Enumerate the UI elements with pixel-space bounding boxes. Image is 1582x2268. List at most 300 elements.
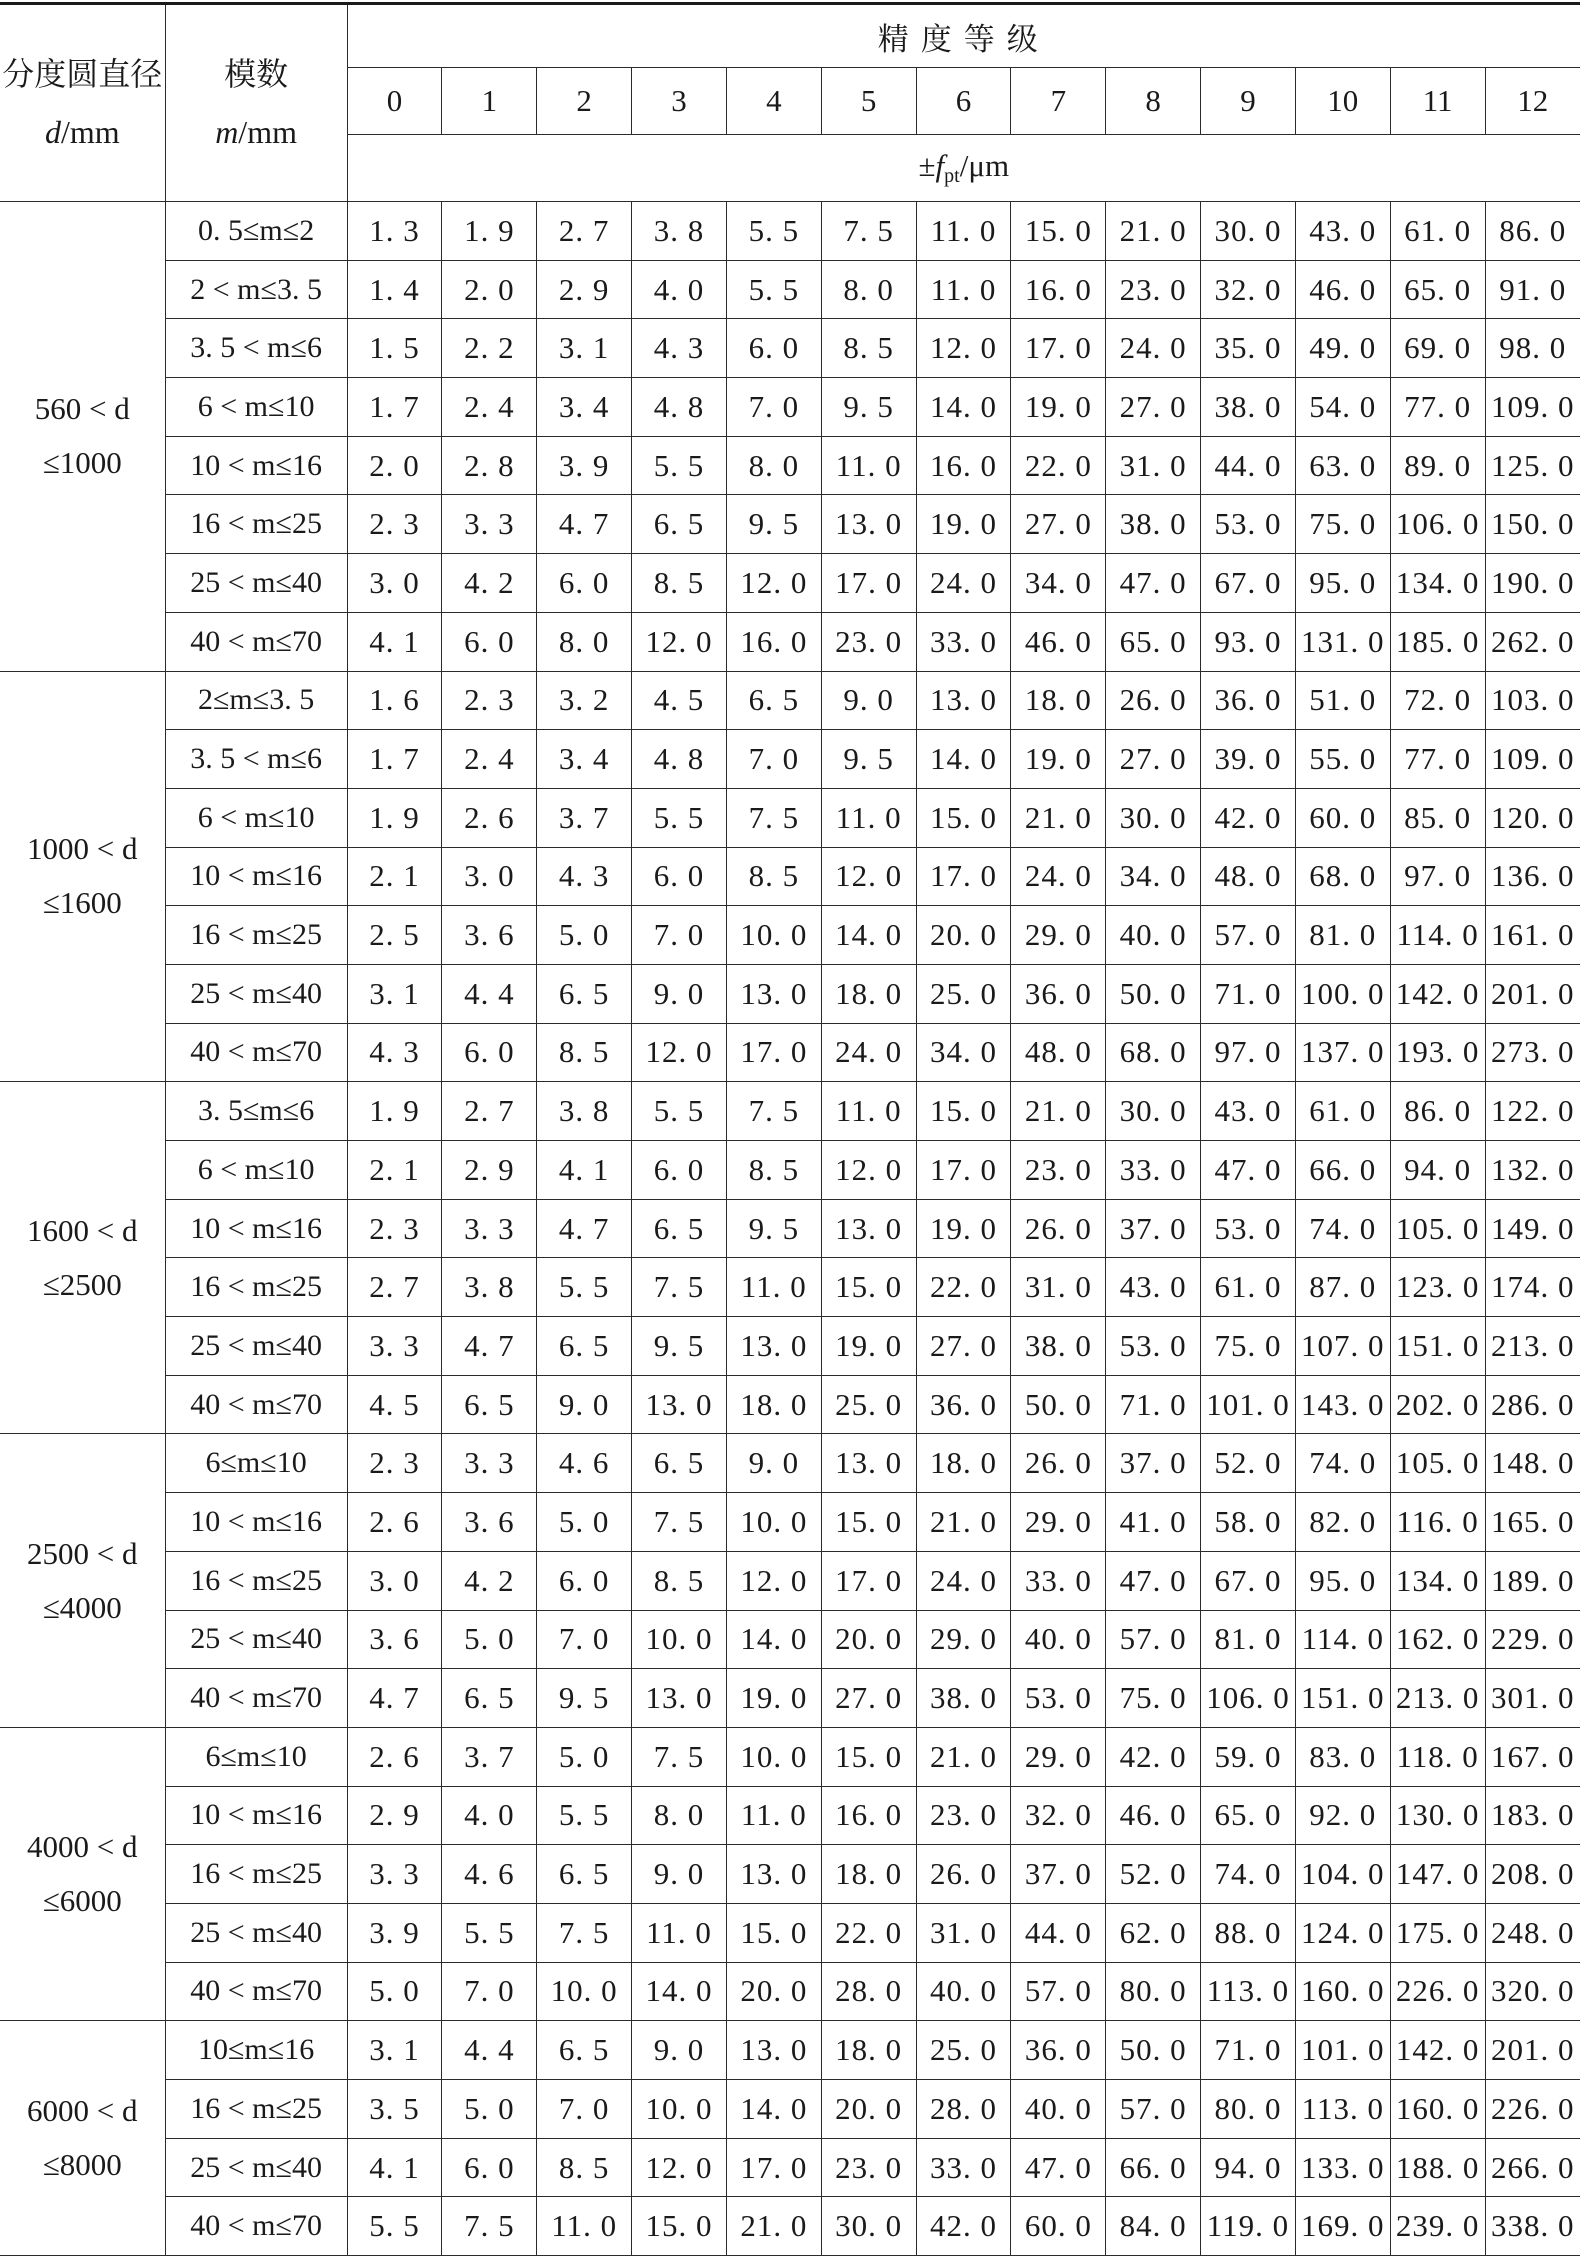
value-cell: 301. 0	[1485, 1669, 1580, 1728]
value-cell: 3. 0	[347, 554, 442, 613]
value-cell: 40. 0	[1011, 1610, 1106, 1669]
value-cell: 57. 0	[1201, 906, 1296, 965]
grade-header-cell: 6	[916, 68, 1011, 135]
value-cell: 97. 0	[1390, 847, 1485, 906]
value-cell: 27. 0	[916, 1317, 1011, 1376]
value-cell: 101. 0	[1295, 2021, 1390, 2080]
value-cell: 30. 0	[1106, 1082, 1201, 1141]
value-cell: 3. 4	[537, 378, 632, 437]
value-cell: 47. 0	[1106, 554, 1201, 613]
value-cell: 20. 0	[726, 1962, 821, 2021]
value-cell: 8. 0	[537, 612, 632, 671]
module-var: m	[215, 114, 239, 150]
value-cell: 14. 0	[726, 2080, 821, 2139]
module-range-cell: 25 < m≤40	[165, 554, 347, 613]
value-cell: 66. 0	[1295, 1141, 1390, 1200]
value-cell: 7. 5	[632, 1258, 727, 1317]
value-cell: 202. 0	[1390, 1375, 1485, 1434]
value-cell: 5. 5	[632, 788, 727, 847]
value-cell: 151. 0	[1390, 1317, 1485, 1376]
diameter-range-line1: 1600 < d	[27, 1212, 138, 1248]
value-cell: 2. 5	[347, 906, 442, 965]
value-cell: 29. 0	[916, 1610, 1011, 1669]
value-cell: 57. 0	[1011, 1962, 1106, 2021]
unit-var: f	[935, 148, 945, 183]
grade-header-cell: 11	[1390, 68, 1485, 135]
value-cell: 20. 0	[916, 906, 1011, 965]
value-cell: 71. 0	[1201, 964, 1296, 1023]
module-range-cell: 25 < m≤40	[165, 1317, 347, 1376]
value-cell: 133. 0	[1295, 2138, 1390, 2197]
value-cell: 10. 0	[537, 1962, 632, 2021]
value-cell: 11. 0	[821, 1082, 916, 1141]
value-cell: 2. 7	[537, 202, 632, 261]
value-cell: 50. 0	[1011, 1375, 1106, 1434]
value-cell: 13. 0	[726, 964, 821, 1023]
table-row	[0, 1199, 1580, 1258]
diameter-range-line2: ≤1600	[42, 885, 122, 921]
value-cell: 136. 0	[1485, 847, 1580, 906]
value-cell: 13. 0	[632, 1375, 727, 1434]
module-label: 模数	[224, 56, 289, 92]
value-cell: 25. 0	[821, 1375, 916, 1434]
value-cell: 3. 3	[442, 1434, 537, 1493]
value-cell: 50. 0	[1106, 2021, 1201, 2080]
table-row	[0, 847, 1580, 906]
table-row	[0, 964, 1580, 1023]
value-cell: 27. 0	[1106, 730, 1201, 789]
value-cell: 3. 9	[537, 436, 632, 495]
module-range-cell: 3. 5 < m≤6	[165, 730, 347, 789]
value-cell: 105. 0	[1390, 1434, 1485, 1493]
value-cell: 104. 0	[1295, 1845, 1390, 1904]
value-cell: 15. 0	[821, 1493, 916, 1552]
value-cell: 3. 3	[442, 495, 537, 554]
value-cell: 46. 0	[1295, 260, 1390, 319]
value-cell: 68. 0	[1295, 847, 1390, 906]
table-row	[0, 2138, 1580, 2197]
unit-header	[347, 135, 1580, 202]
value-cell: 26. 0	[1011, 1199, 1106, 1258]
value-cell: 132. 0	[1485, 1141, 1580, 1200]
value-cell: 48. 0	[1011, 1023, 1106, 1082]
value-cell: 5. 5	[442, 1903, 537, 1962]
value-cell: 47. 0	[1106, 1551, 1201, 1610]
value-cell: 4. 0	[442, 1786, 537, 1845]
value-cell: 21. 0	[916, 1727, 1011, 1786]
value-cell: 42. 0	[916, 2197, 1011, 2256]
value-cell: 13. 0	[726, 1845, 821, 1904]
value-cell: 72. 0	[1390, 671, 1485, 730]
value-cell: 74. 0	[1201, 1845, 1296, 1904]
table-row	[0, 2080, 1580, 2139]
value-cell: 151. 0	[1295, 1669, 1390, 1728]
value-cell: 137. 0	[1295, 1023, 1390, 1082]
value-cell: 46. 0	[1011, 612, 1106, 671]
value-cell: 6. 5	[537, 1845, 632, 1904]
value-cell: 101. 0	[1201, 1375, 1296, 1434]
value-cell: 4. 6	[442, 1845, 537, 1904]
value-cell: 12. 0	[821, 1141, 916, 1200]
value-cell: 68. 0	[1106, 1023, 1201, 1082]
diameter-range-cell	[0, 1082, 165, 1434]
value-cell: 15. 0	[632, 2197, 727, 2256]
value-cell: 169. 0	[1295, 2197, 1390, 2256]
value-cell: 7. 0	[632, 906, 727, 965]
value-cell: 3. 4	[537, 730, 632, 789]
value-cell: 91. 0	[1485, 260, 1580, 319]
value-cell: 3. 3	[347, 1317, 442, 1376]
value-cell: 13. 0	[821, 495, 916, 554]
value-cell: 3. 0	[442, 847, 537, 906]
value-cell: 37. 0	[1011, 1845, 1106, 1904]
value-cell: 125. 0	[1485, 436, 1580, 495]
value-cell: 190. 0	[1485, 554, 1580, 613]
value-cell: 36. 0	[1011, 2021, 1106, 2080]
value-cell: 114. 0	[1390, 906, 1485, 965]
value-cell: 4. 7	[442, 1317, 537, 1376]
value-cell: 116. 0	[1390, 1493, 1485, 1552]
value-cell: 109. 0	[1485, 378, 1580, 437]
value-cell: 5. 0	[442, 2080, 537, 2139]
value-cell: 175. 0	[1390, 1903, 1485, 1962]
value-cell: 24. 0	[916, 1551, 1011, 1610]
value-cell: 8. 0	[632, 1786, 727, 1845]
diameter-range-cell	[0, 1727, 165, 2020]
value-cell: 17. 0	[1011, 319, 1106, 378]
value-cell: 87. 0	[1295, 1258, 1390, 1317]
module-unit: /mm	[238, 114, 297, 150]
table-row	[0, 1962, 1580, 2021]
value-cell: 2. 4	[442, 730, 537, 789]
value-cell: 7. 5	[726, 788, 821, 847]
table-row	[0, 1551, 1580, 1610]
grade-header-cell: 12	[1485, 68, 1580, 135]
value-cell: 113. 0	[1201, 1962, 1296, 2021]
value-cell: 69. 0	[1390, 319, 1485, 378]
diameter-range-line2: ≤1000	[42, 445, 122, 481]
diameter-range-line2: ≤4000	[42, 1589, 122, 1625]
value-cell: 30. 0	[1201, 202, 1296, 261]
value-cell: 2. 3	[347, 1199, 442, 1258]
value-cell: 11. 0	[821, 436, 916, 495]
value-cell: 2. 7	[442, 1082, 537, 1141]
diameter-range-line1: 6000 < d	[27, 2093, 138, 2129]
value-cell: 15. 0	[821, 1727, 916, 1786]
diameter-unit: /mm	[60, 114, 120, 150]
value-cell: 18. 0	[1011, 671, 1106, 730]
value-cell: 34. 0	[916, 1023, 1011, 1082]
value-cell: 38. 0	[1201, 378, 1296, 437]
value-cell: 40. 0	[916, 1962, 1011, 2021]
diameter-range-line1: 2500 < d	[27, 1535, 138, 1571]
pitch-deviation-table	[0, 2, 1580, 2256]
module-range-cell: 10 < m≤16	[165, 436, 347, 495]
value-cell: 8. 5	[726, 1141, 821, 1200]
value-cell: 65. 0	[1390, 260, 1485, 319]
diameter-header	[0, 4, 165, 202]
value-cell: 6. 0	[442, 2138, 537, 2197]
value-cell: 262. 0	[1485, 612, 1580, 671]
module-range-cell: 10 < m≤16	[165, 1493, 347, 1552]
value-cell: 33. 0	[916, 612, 1011, 671]
value-cell: 134. 0	[1390, 1551, 1485, 1610]
value-cell: 3. 2	[537, 671, 632, 730]
diameter-range-line2: ≤2500	[42, 1266, 122, 1302]
value-cell: 77. 0	[1390, 730, 1485, 789]
value-cell: 95. 0	[1295, 554, 1390, 613]
value-cell: 74. 0	[1295, 1434, 1390, 1493]
value-cell: 2. 4	[442, 378, 537, 437]
value-cell: 40. 0	[1106, 906, 1201, 965]
value-cell: 4. 1	[347, 612, 442, 671]
value-cell: 8. 5	[726, 847, 821, 906]
value-cell: 36. 0	[1011, 964, 1106, 1023]
value-cell: 6. 5	[726, 671, 821, 730]
value-cell: 17. 0	[916, 847, 1011, 906]
value-cell: 58. 0	[1201, 1493, 1296, 1552]
value-cell: 185. 0	[1390, 612, 1485, 671]
value-cell: 124. 0	[1295, 1903, 1390, 1962]
value-cell: 28. 0	[821, 1962, 916, 2021]
value-cell: 8. 5	[537, 2138, 632, 2197]
value-cell: 12. 0	[821, 847, 916, 906]
value-cell: 63. 0	[1295, 436, 1390, 495]
value-cell: 12. 0	[726, 1551, 821, 1610]
value-cell: 7. 0	[537, 2080, 632, 2139]
value-cell: 4. 7	[537, 495, 632, 554]
value-cell: 19. 0	[916, 1199, 1011, 1258]
value-cell: 89. 0	[1390, 436, 1485, 495]
module-range-cell: 25 < m≤40	[165, 964, 347, 1023]
value-cell: 142. 0	[1390, 964, 1485, 1023]
value-cell: 84. 0	[1106, 2197, 1201, 2256]
value-cell: 50. 0	[1106, 964, 1201, 1023]
value-cell: 13. 0	[821, 1199, 916, 1258]
module-range-cell: 40 < m≤70	[165, 1962, 347, 2021]
value-cell: 160. 0	[1390, 2080, 1485, 2139]
value-cell: 8. 5	[821, 319, 916, 378]
value-cell: 8. 5	[632, 1551, 727, 1610]
module-range-cell: 10≤m≤16	[165, 2021, 347, 2080]
value-cell: 13. 0	[726, 1317, 821, 1376]
module-range-cell: 10 < m≤16	[165, 1786, 347, 1845]
value-cell: 9. 5	[821, 730, 916, 789]
value-cell: 43. 0	[1295, 202, 1390, 261]
value-cell: 1. 7	[347, 730, 442, 789]
value-cell: 4. 4	[442, 2021, 537, 2080]
module-range-cell: 40 < m≤70	[165, 1023, 347, 1082]
value-cell: 14. 0	[632, 1962, 727, 2021]
module-range-cell: 6≤m≤10	[165, 1434, 347, 1493]
value-cell: 2. 0	[442, 260, 537, 319]
value-cell: 2. 1	[347, 1141, 442, 1200]
value-cell: 165. 0	[1485, 1493, 1580, 1552]
value-cell: 28. 0	[916, 2080, 1011, 2139]
value-cell: 167. 0	[1485, 1727, 1580, 1786]
value-cell: 23. 0	[1106, 260, 1201, 319]
value-cell: 23. 0	[916, 1786, 1011, 1845]
value-cell: 23. 0	[821, 612, 916, 671]
value-cell: 75. 0	[1201, 1317, 1296, 1376]
value-cell: 75. 0	[1295, 495, 1390, 554]
value-cell: 5. 0	[347, 1962, 442, 2021]
value-cell: 16. 0	[1011, 260, 1106, 319]
value-cell: 7. 0	[537, 1610, 632, 1669]
table-row	[0, 612, 1580, 671]
value-cell: 81. 0	[1201, 1610, 1296, 1669]
value-cell: 2. 8	[442, 436, 537, 495]
value-cell: 113. 0	[1295, 2080, 1390, 2139]
value-cell: 4. 3	[537, 847, 632, 906]
value-cell: 48. 0	[1201, 847, 1296, 906]
value-cell: 6. 5	[632, 1434, 727, 1493]
value-cell: 30. 0	[821, 2197, 916, 2256]
value-cell: 49. 0	[1295, 319, 1390, 378]
value-cell: 5. 0	[537, 1493, 632, 1552]
value-cell: 16. 0	[916, 436, 1011, 495]
value-cell: 15. 0	[1011, 202, 1106, 261]
value-cell: 17. 0	[821, 554, 916, 613]
value-cell: 31. 0	[1106, 436, 1201, 495]
value-cell: 226. 0	[1485, 2080, 1580, 2139]
value-cell: 6. 0	[726, 319, 821, 378]
value-cell: 8. 5	[632, 554, 727, 613]
value-cell: 15. 0	[821, 1258, 916, 1317]
value-cell: 7. 0	[442, 1962, 537, 2021]
module-range-cell: 2 < m≤3. 5	[165, 260, 347, 319]
value-cell: 98. 0	[1485, 319, 1580, 378]
table-row	[0, 1610, 1580, 1669]
table-row	[0, 1669, 1580, 1728]
value-cell: 29. 0	[1011, 1493, 1106, 1552]
value-cell: 6. 5	[442, 1375, 537, 1434]
value-cell: 47. 0	[1201, 1141, 1296, 1200]
table-row	[0, 788, 1580, 847]
value-cell: 5. 5	[726, 260, 821, 319]
value-cell: 17. 0	[821, 1551, 916, 1610]
value-cell: 134. 0	[1390, 554, 1485, 613]
value-cell: 93. 0	[1201, 612, 1296, 671]
value-cell: 4. 3	[632, 319, 727, 378]
value-cell: 25. 0	[916, 964, 1011, 1023]
value-cell: 55. 0	[1295, 730, 1390, 789]
value-cell: 14. 0	[916, 730, 1011, 789]
table-row	[0, 906, 1580, 965]
value-cell: 9. 5	[726, 495, 821, 554]
value-cell: 6. 5	[632, 495, 727, 554]
value-cell: 3. 8	[442, 1258, 537, 1317]
value-cell: 131. 0	[1295, 612, 1390, 671]
value-cell: 226. 0	[1390, 1962, 1485, 2021]
module-range-cell: 16 < m≤25	[165, 906, 347, 965]
value-cell: 13. 0	[632, 1669, 727, 1728]
value-cell: 20. 0	[821, 1610, 916, 1669]
value-cell: 5. 0	[537, 906, 632, 965]
value-cell: 4. 2	[442, 1551, 537, 1610]
value-cell: 106. 0	[1390, 495, 1485, 554]
value-cell: 32. 0	[1201, 260, 1296, 319]
module-range-cell: 16 < m≤25	[165, 1551, 347, 1610]
table-row	[0, 1903, 1580, 1962]
value-cell: 57. 0	[1106, 1610, 1201, 1669]
value-cell: 22. 0	[1011, 436, 1106, 495]
value-cell: 201. 0	[1485, 964, 1580, 1023]
table-row	[0, 730, 1580, 789]
value-cell: 27. 0	[1106, 378, 1201, 437]
value-cell: 1. 5	[347, 319, 442, 378]
value-cell: 213. 0	[1485, 1317, 1580, 1376]
value-cell: 59. 0	[1201, 1727, 1296, 1786]
value-cell: 71. 0	[1201, 2021, 1296, 2080]
diameter-var: d	[44, 114, 61, 150]
value-cell: 208. 0	[1485, 1845, 1580, 1904]
value-cell: 30. 0	[1106, 788, 1201, 847]
table-row	[0, 202, 1580, 261]
value-cell: 174. 0	[1485, 1258, 1580, 1317]
value-cell: 320. 0	[1485, 1962, 1580, 2021]
table-header	[0, 4, 1580, 202]
value-cell: 273. 0	[1485, 1023, 1580, 1082]
value-cell: 10. 0	[632, 1610, 727, 1669]
value-cell: 22. 0	[821, 1903, 916, 1962]
value-cell: 9. 0	[632, 1845, 727, 1904]
table-row	[0, 1727, 1580, 1786]
value-cell: 21. 0	[1011, 1082, 1106, 1141]
value-cell: 83. 0	[1295, 1727, 1390, 1786]
value-cell: 4. 2	[442, 554, 537, 613]
value-cell: 94. 0	[1201, 2138, 1296, 2197]
module-range-cell: 25 < m≤40	[165, 2138, 347, 2197]
value-cell: 17. 0	[726, 1023, 821, 1082]
value-cell: 34. 0	[1106, 847, 1201, 906]
value-cell: 29. 0	[1011, 1727, 1106, 1786]
value-cell: 5. 5	[537, 1786, 632, 1845]
unit-sub: pt	[944, 165, 960, 187]
value-cell: 4. 0	[632, 260, 727, 319]
value-cell: 94. 0	[1390, 1141, 1485, 1200]
value-cell: 107. 0	[1295, 1317, 1390, 1376]
value-cell: 16. 0	[821, 1786, 916, 1845]
value-cell: 54. 0	[1295, 378, 1390, 437]
value-cell: 74. 0	[1295, 1199, 1390, 1258]
value-cell: 5. 0	[537, 1727, 632, 1786]
value-cell: 17. 0	[726, 2138, 821, 2197]
value-cell: 41. 0	[1106, 1493, 1201, 1552]
value-cell: 53. 0	[1106, 1317, 1201, 1376]
value-cell: 9. 0	[537, 1375, 632, 1434]
table-row	[0, 1845, 1580, 1904]
module-range-cell: 16 < m≤25	[165, 1258, 347, 1317]
value-cell: 3. 8	[537, 1082, 632, 1141]
value-cell: 31. 0	[1011, 1258, 1106, 1317]
value-cell: 106. 0	[1201, 1669, 1296, 1728]
value-cell: 5. 5	[632, 436, 727, 495]
value-cell: 19. 0	[726, 1669, 821, 1728]
value-cell: 161. 0	[1485, 906, 1580, 965]
value-cell: 33. 0	[1011, 1551, 1106, 1610]
value-cell: 17. 0	[916, 1141, 1011, 1200]
table-body	[0, 202, 1580, 2256]
value-cell: 1. 4	[347, 260, 442, 319]
value-cell: 62. 0	[1106, 1903, 1201, 1962]
value-cell: 9. 5	[537, 1669, 632, 1728]
value-cell: 193. 0	[1390, 1023, 1485, 1082]
value-cell: 2. 6	[347, 1493, 442, 1552]
value-cell: 120. 0	[1485, 788, 1580, 847]
value-cell: 3. 3	[442, 1199, 537, 1258]
value-cell: 229. 0	[1485, 1610, 1580, 1669]
